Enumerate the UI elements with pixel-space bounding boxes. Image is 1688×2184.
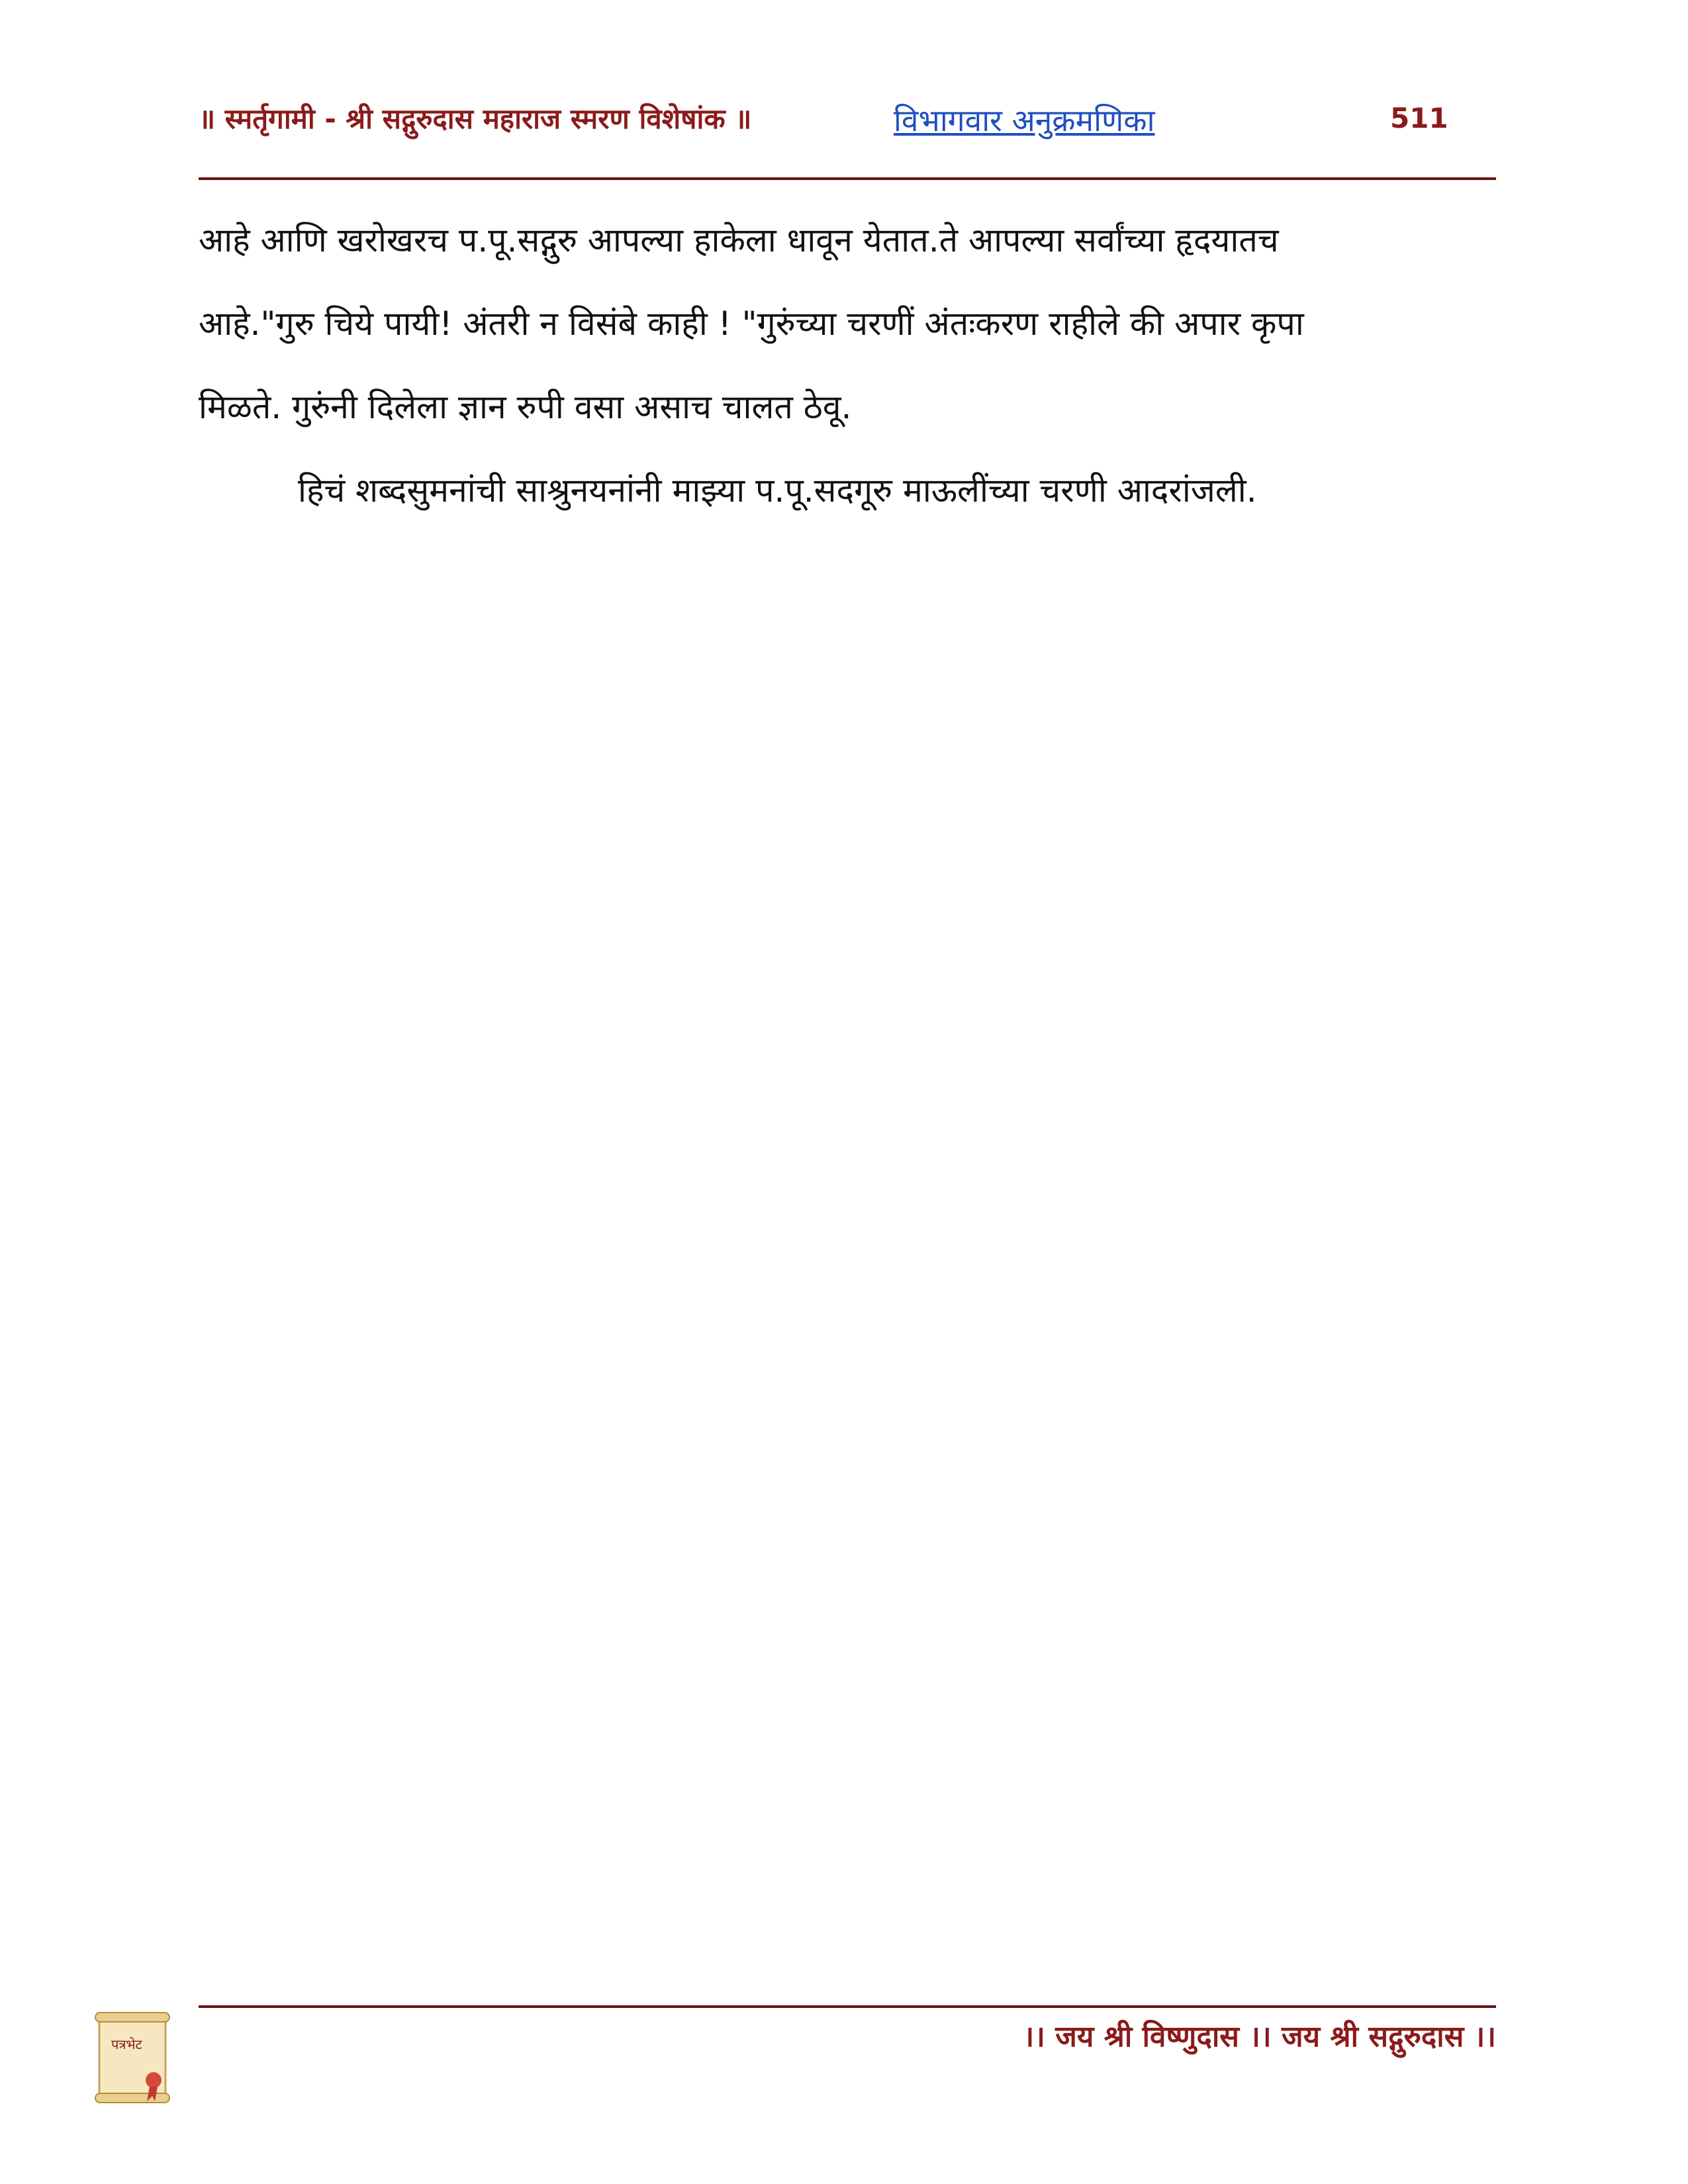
closing-line: हिचं शब्दसुमनांची साश्रुनयनांनी माझ्या प.पू.सदगूरु माऊलींच्या चरणी आदरांजली. [298, 471, 1257, 510]
patrabhet-scroll-logo [93, 2009, 172, 2108]
page-header [199, 99, 1496, 152]
header-divider [199, 177, 1496, 180]
body-line: आहे आणि खरोखरच प.पू.सद्गुरु आपल्या हाकेला धावून येतात.ते आपल्या सर्वांच्या हृदयातच [199, 221, 1279, 259]
page-number: 511 [1390, 102, 1448, 134]
footer-slogan: ।। जय श्री विष्णुदास ।। जय श्री सद्गुरुदास ।। [1023, 2020, 1496, 2054]
footer-divider [199, 2005, 1496, 2008]
body-line: आहे."गुरु चिये पायी! अंतरी न विसंबे काही ! "गुरुंच्या चरणीं अंतःकरण राहीले की अपार कृपा [199, 304, 1304, 343]
index-link[interactable]: विभागवार अनुक्रमणिका [894, 103, 1155, 138]
logo-label: पत्रभेट [111, 2036, 142, 2052]
body-line: मिळते. गुरुंनी दिलेला ज्ञान रुपी वसा असाच चालत ठेवू. [199, 388, 852, 426]
publication-title: ॥ स्मर्तृगामी - श्री सद्गुरुदास महाराज स्मरण विशेषांक ॥ [199, 103, 752, 135]
article-body [199, 199, 1496, 532]
